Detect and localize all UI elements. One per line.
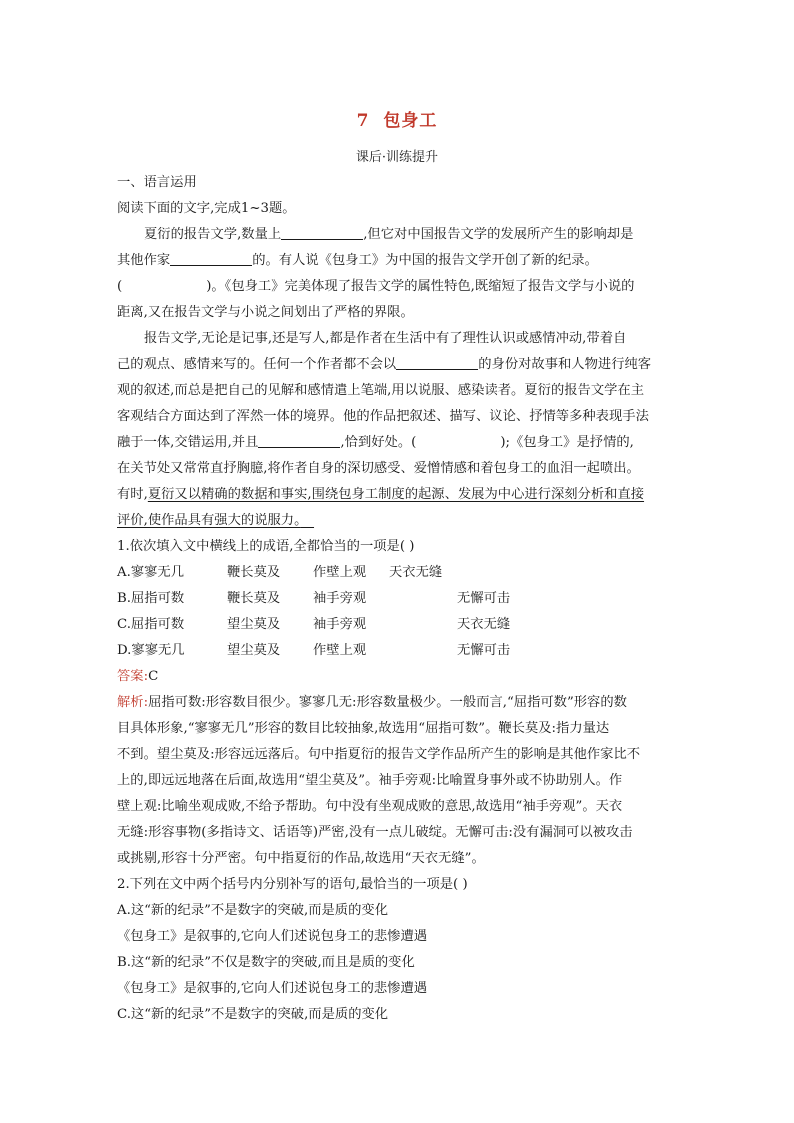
answer-value: C	[148, 669, 159, 684]
analysis-text: 目具体形象,“寥寥无几”形容的数目比较抽象,故选用“屈指可数”。鞭长莫及:指力量达	[117, 721, 610, 736]
lesson-name: 包身工	[383, 111, 438, 131]
passage-text: ,恰到好处。(	[340, 435, 417, 450]
content-body	[117, 170, 677, 1028]
lesson-number: 7	[356, 111, 370, 131]
option-text: 鞭长莫及	[227, 565, 281, 580]
section-heading: 一、语言运用	[117, 175, 197, 190]
passage-text: 的身份对故事和人物进行纯客	[478, 357, 652, 372]
analysis-text: 上的,即远远地落在后面,故选用“望尘莫及”。袖手旁观:比喻置身事外或不协助别人。作	[117, 773, 623, 788]
underlined-sentence: 夏衍又以精确的数据和事实,围绕包身工制度的起源、发展为中心进行深刻分析和直接	[147, 487, 645, 502]
passage-text: 融于一体,交错运用,并且	[117, 435, 259, 450]
fill-blank-3	[396, 354, 478, 370]
option-text: A.寥寥无几	[117, 565, 185, 580]
analysis-text: 不到。望尘莫及:形容远远落后。句中指夏衍的报告文学作品所产生的影响是其他作家比不	[117, 747, 641, 762]
fill-blank-1	[281, 224, 363, 240]
question-2-option-a-cont: 《包身工》是叙事的,它向人们述说包身工的悲惨遭遇	[117, 929, 428, 944]
analysis-text: 无缝:形容事物(多指诗文、话语等)严密,没有一点儿破绽。无懈可击:没有漏洞可以被攻击	[117, 825, 633, 840]
question-1-stem: 1.依次填入文中横线上的成语,全都恰当的一项是( )	[117, 539, 415, 554]
option-text: 作壁上观	[313, 565, 367, 580]
passage-text: 报告文学,无论是记事,还是写人,都是作者在生活中有了理性认识或感情冲动,带着自	[144, 331, 627, 346]
option-text: 无懈可击	[457, 643, 511, 658]
analysis-text: 或挑剔,形容十分严密。句中指夏衍的作品,故选用“天衣无缝”。	[117, 851, 485, 866]
question-1-option-b[interactable]	[117, 586, 677, 612]
option-text: 袖手旁观	[313, 591, 367, 606]
reading-instruction: 阅读下面的文字,完成1~3题。	[117, 201, 296, 216]
answer-label: 答案:	[117, 669, 149, 684]
question-2-option-c[interactable]: C.这“新的纪录”不是数字的突破,而是质的变化	[117, 1007, 389, 1022]
passage-text: )。《包身工》完美体现了报告文学的属性特色,既缩短了报告文学与小说的	[206, 279, 635, 294]
passage-text: );《包身工》是抒情的,	[500, 435, 634, 450]
question-1-answer	[117, 664, 677, 690]
question-1-option-c[interactable]	[117, 612, 677, 638]
passage-text: 客观结合方面达到了浑然一体的境界。他的作品把叙述、描写、议论、抒情等多种表现手法	[117, 409, 649, 424]
paren-open: (	[117, 279, 123, 294]
question-1-option-d[interactable]	[117, 638, 677, 664]
option-text: 鞭长莫及	[227, 591, 281, 606]
passage-text: 在关节处又常常直抒胸臆,将作者自身的深切感受、爱憎情感和着包身工的血泪一起喷出。	[117, 461, 640, 476]
option-text: 望尘莫及	[227, 643, 281, 658]
passage-text: 其他作家	[117, 253, 171, 268]
passage-text: 观的叙述,而总是把自己的见解和感情遣上笔端,用以说服、感染读者。夏衍的报告文学在主	[117, 383, 645, 398]
passage-text: 的。有人说《包身工》为中国的报告文学开创了新的纪录。	[252, 253, 598, 268]
option-text: 袖手旁观	[313, 617, 367, 632]
question-2-option-b[interactable]: B.这“新的纪录”不仅是数字的突破,而且是质的变化	[117, 955, 415, 970]
option-text: 作壁上观	[313, 643, 367, 658]
option-text: D.寥寥无几	[117, 643, 185, 658]
option-text: C.屈指可数	[117, 617, 185, 632]
passage-text: 距离,又在报告文学与小说之间划出了严格的界限。	[117, 305, 414, 320]
analysis-text: 壁上观:比喻坐观成败,不给予帮助。句中没有坐观成败的意思,故选用“袖手旁观”。天衣	[117, 799, 623, 814]
option-text: 望尘莫及	[227, 617, 281, 632]
question-1-option-a[interactable]	[117, 560, 677, 586]
fill-blank-4	[258, 432, 340, 448]
question-2-option-a[interactable]: A.这“新的纪录”不是数字的突破,而是质的变化	[117, 903, 388, 918]
passage-text: ,但它对中国报告文学的发展所产生的影响却是	[363, 227, 634, 242]
question-2-stem: 2.下列在文中两个括号内分别补写的语句,最恰当的一项是( )	[117, 877, 468, 892]
analysis-label: 解析:	[117, 695, 149, 710]
underlined-sentence: 评价,使作品具有强大的说服力。	[117, 513, 301, 528]
question-2-option-b-cont: 《包身工》是叙事的,它向人们述说包身工的悲惨遭遇	[117, 981, 428, 996]
analysis-text: 屈指可数:形容数目很少。寥寥几无:形容数量极少。一般而言,“屈指可数”形容的数	[148, 695, 627, 710]
fill-blank-2	[170, 250, 252, 266]
passage-paragraph-2	[117, 326, 677, 534]
passage-paragraph-1	[117, 222, 677, 326]
question-1-analysis	[117, 690, 677, 872]
option-text: B.屈指可数	[117, 591, 185, 606]
passage-text: 夏衍的报告文学,数量上	[144, 227, 282, 242]
passage-text: 有时,	[117, 487, 148, 502]
option-text: 无懈可击	[457, 591, 511, 606]
lesson-subtitle: 课后·训练提升	[355, 150, 439, 165]
option-text: 天衣无缝	[389, 565, 443, 580]
lesson-title	[0, 106, 794, 131]
option-text: 天衣无缝	[457, 617, 511, 632]
passage-text: 己的观点、感情来写的。任何一个作者都不会以	[117, 357, 397, 372]
